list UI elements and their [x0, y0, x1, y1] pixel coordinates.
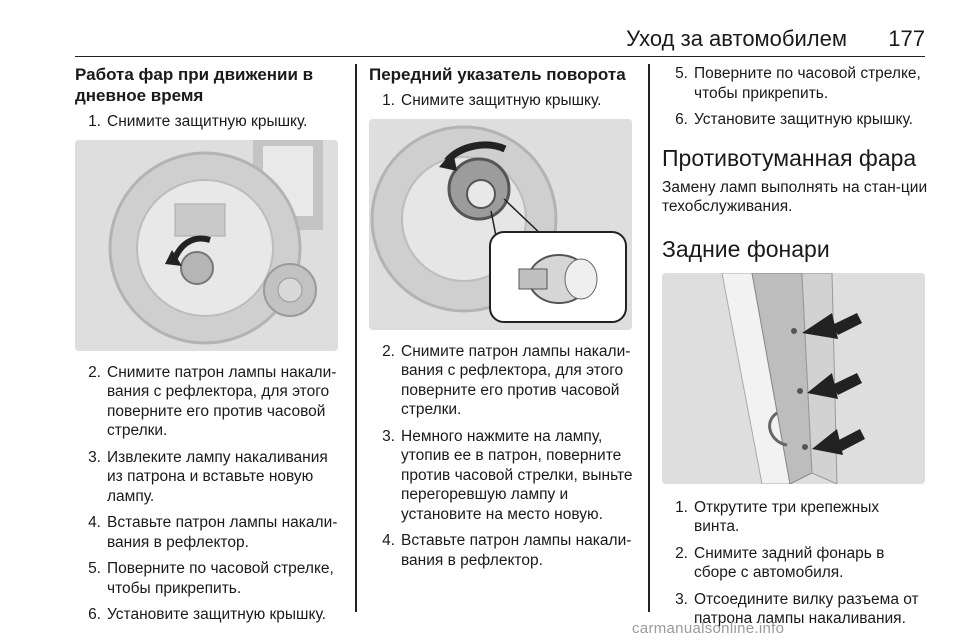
list-item	[75, 363, 343, 441]
step-text: Открутите три крепежных винта.	[694, 498, 880, 535]
step-number: 3.	[88, 448, 101, 466]
list-item	[75, 448, 343, 507]
list-item	[75, 513, 343, 552]
step-number: 5.	[675, 65, 688, 82]
column-divider	[355, 64, 357, 612]
list-item	[369, 342, 634, 420]
step-text: Снимите патрон лампы накали-вания с рефлектора, для этого поверните его против часовой стрелки.	[401, 342, 631, 418]
step-text: Поверните по часовой стрелке, чтобы прикрепить.	[694, 65, 921, 102]
step-number: 6.	[675, 111, 688, 128]
step-number: 1.	[88, 113, 101, 130]
step-text: Снимите патрон лампы накали-вания с рефлектора, для этого поверните его против часовой стрелки.	[107, 363, 337, 439]
step-number: 5.	[88, 560, 101, 577]
steps-list	[369, 342, 634, 571]
column-2	[369, 64, 634, 578]
step-text: Снимите защитную крышку.	[401, 92, 602, 109]
step-text: Вставьте патрон лампы накали-вания в рефлектор.	[401, 532, 632, 569]
step-number: 4.	[382, 532, 395, 549]
step-text: Поверните по часовой стрелке, чтобы прикрепить.	[107, 560, 334, 597]
list-item	[662, 64, 928, 103]
step-text: Снимите задний фонарь в сборе с автомобиля.	[694, 544, 885, 581]
list-item	[369, 531, 634, 570]
step-text: Установите защитную крышку.	[107, 606, 326, 623]
rear-light-illustration	[662, 273, 925, 484]
list-item	[75, 112, 343, 132]
step-text: Установите защитную крышку.	[694, 111, 913, 128]
step-number: 1.	[382, 92, 395, 109]
section-title-fog-light: Противотуманная фара	[662, 144, 917, 171]
step-text: Вставьте патрон лампы накали-вания в рефлектор.	[107, 514, 338, 551]
step-text: Снимите защитную крышку.	[107, 113, 308, 130]
step-number: 2.	[88, 363, 101, 381]
list-item	[662, 110, 928, 130]
section-title-turn-signal: Передний указатель поворота	[369, 65, 626, 84]
steps-list	[662, 64, 928, 130]
steps-list	[369, 91, 634, 111]
page-header	[75, 20, 925, 57]
step-text: Извлеките лампу накаливания из патрона и вставьте новую лампу.	[107, 448, 328, 505]
steps-list	[75, 363, 343, 625]
step-number: 1.	[675, 498, 688, 516]
step-text: Отсоедините вилку разъема от патрона лампы накаливания.	[694, 590, 919, 627]
step-number: 6.	[88, 606, 101, 623]
step-number: 2.	[382, 342, 395, 360]
fog-light-text: Замену ламп выполнять на стан-ции техобслуживания.	[662, 178, 928, 215]
step-number: 3.	[675, 590, 688, 608]
header-title: Уход за автомобилем	[626, 26, 847, 51]
step-number: 2.	[675, 544, 688, 562]
list-item	[369, 91, 634, 111]
step-number: 3.	[382, 427, 395, 445]
section-title-rear-lights: Задние фонари	[662, 235, 830, 262]
page-number: 177	[888, 26, 925, 51]
list-item	[662, 544, 928, 583]
list-item	[75, 559, 343, 598]
step-text: Немного нажмите на лампу, утопив ее в патрон, поверните против часовой стрелки, выньте перегоревшую лампу и установите на место новую.	[401, 427, 633, 523]
list-item	[369, 427, 634, 525]
steps-list	[75, 112, 343, 132]
section-title-drl: Работа фар при движении в дневное время	[75, 65, 314, 105]
turn-signal-illustration	[369, 119, 632, 330]
column-1	[75, 64, 343, 633]
list-item	[75, 605, 343, 625]
column-divider	[648, 64, 650, 612]
drl-illustration	[75, 140, 338, 351]
step-number: 4.	[88, 514, 101, 531]
steps-list	[662, 498, 928, 629]
list-item	[662, 498, 928, 537]
column-3	[662, 64, 928, 637]
watermark: carmanualsonline.info	[632, 620, 785, 637]
